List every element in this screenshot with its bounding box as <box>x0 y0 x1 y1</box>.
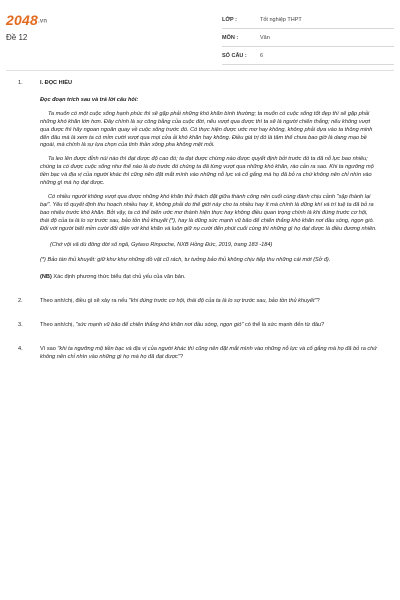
logo-text: 2048 <box>6 12 38 28</box>
question-suffix: ? <box>316 298 320 305</box>
question-number: 4. <box>18 346 23 353</box>
question-prefix: Vì sao <box>40 346 58 353</box>
question-number: 1. <box>18 80 23 86</box>
question-prompt <box>40 274 378 282</box>
meta-value: Văn <box>260 34 270 41</box>
meta-key: LỚP : <box>222 16 237 23</box>
question-suffix: ? <box>179 353 184 360</box>
question-1 <box>18 80 378 282</box>
footnote: (*) Bảo tàn thủ khuyết: giữ khư khư những đồ vật cũ rách, tư tưởng bảo thủ không chịu tiếp thu những cái mới (Sở đ). <box>40 257 331 264</box>
meta-value: Tốt nghiệp THPT <box>260 16 302 23</box>
question-suffix: có thể là sức mạnh đến từ đâu? <box>243 322 325 329</box>
passage-source: (Chớ vội vã dù đông đời số ngã, Gytaso Rinpoche, NXB Hồng Đức, 2019, trang 183 -184) <box>50 241 273 248</box>
question-prefix: Theo anh/chị, <box>40 322 76 329</box>
passage-paragraph: Có nhiều người không vượt qua được những khó khăn thử thách đặt giữa thành công nên cuối cùng đành chịu cảnh "sập thành lại bại". Yếu tố quyết định thu hoạch nhiều hay ít, không phải do thế giới này cho ta nhiều hay ít mà chính là dũng khí và trí tuệ ta đã bỏ ra bao nhiêu trước khó khăn. Bởi vậy, ta có thể biến ước mơ thành hiện thực hay không điều quan trọng chính là khi đứng trước cơ hội, thái độ của ta là lo sợ trước sau, bảo tồn thủ khuyết (*), hay là dũng sức mạnh vũ bão để chiến thắng khó khăn nơi đầu sóng, ngọn gió. Đối với người biết mỉm cười đối diện với khó khăn và luôn giữ nụ cười đến phút cuối cùng thì những gì họ đạt được là điều đương nhiên. <box>40 193 377 232</box>
question-quote: "khi ta ngưỡng mộ tiền bạc và địa vị của người khác thì cũng nên đặt mắt mình vào những nỗ lực và cố gắng mà họ đã bỏ ra chứ không nên chỉ nhìn vào những gì họ mà họ đã đạt được" <box>40 346 377 360</box>
section-heading: I. ĐỌC HIỂU <box>40 80 73 86</box>
exam-content <box>18 80 378 362</box>
passage-paragraph: Ta muốn có một cuộc sống hạnh phúc thì sẽ gặp phải những khó khăn bình thường; ta muốn có cuộc sống tốt đẹp thì sẽ gặp phải những khó khăn lớn hơn. Đây chính là sự công bằng của cuộc đời, nếu vượt qua được thì ta sẽ là người chiến thắng; nếu không vượt qua được thì hãy ngoan ngoãn quay về cuộc sống trước đó. Có thực hiện được ước mơ hay không, không phải dựa vào ta thông minh đến đâu mà là xem ta có mỉm cười vượt qua mọi cửa ải khó khăn hay không. Điều giá trị đó là tâm thế chưa bao giờ là dang mạo bề ngoài, mà chính là sự lựa chọn của tinh thần xông pha không mệt mỏi. <box>40 110 373 149</box>
question-quote: "khi đứng trước cơ hội, thái độ của ta là lo sợ trước sau, bảo tồn thủ khuyết" <box>128 298 317 305</box>
question-3 <box>18 322 378 330</box>
question-level: (NB) <box>40 274 52 281</box>
question-number: 2. <box>18 298 23 305</box>
reading-instruction: Đọc đoạn trích sau và trả lời câu hỏi: <box>40 96 139 103</box>
logo-tld: .vn <box>37 18 48 25</box>
exam-meta <box>222 11 394 65</box>
header-divider <box>6 70 394 71</box>
question-2 <box>18 298 378 306</box>
meta-key: SỐ CÂU : <box>222 52 247 59</box>
question-prefix: Theo anh/chị, điều gì sẽ xảy ra nếu <box>40 298 129 305</box>
meta-value: 6 <box>260 52 264 59</box>
meta-row-class <box>222 11 394 29</box>
question-text: Xác định phương thức biểu đạt chủ yếu của văn bản. <box>51 274 186 281</box>
question-number: 3. <box>18 322 23 329</box>
meta-row-count <box>222 47 394 65</box>
meta-row-subject <box>222 29 394 47</box>
question-quote: "sức mạnh vũ bão để chiến thắng khó khăn nơi đầu sóng, ngọn gió" <box>75 322 244 329</box>
site-logo[interactable] <box>6 12 47 28</box>
exam-title: Đề 12 <box>6 33 28 42</box>
passage-paragraph: Ta leo lên được đỉnh núi nào thì đạt được độ cao đó; ta đạt được chừng nào được quyết định bởi trước đó ta đã nỗ lực bao nhiêu; chúng ta có được cuộc sống như thế nào là do trước đó chúng ta đã từng vượt qua những khó khăn, rào cản ra sao. Khi ta ngưỡng mộ tiền bạc và địa vị của người khác thì cũng nên đặt mắt mình vào những nỗ lực và cố gắng mà họ đã bỏ ra chứ không nên chỉ nhìn vào những gì mà họ đạt được. <box>40 156 374 187</box>
question-4 <box>18 346 378 362</box>
page-header <box>0 0 400 62</box>
meta-key: MÔN : <box>222 34 239 41</box>
